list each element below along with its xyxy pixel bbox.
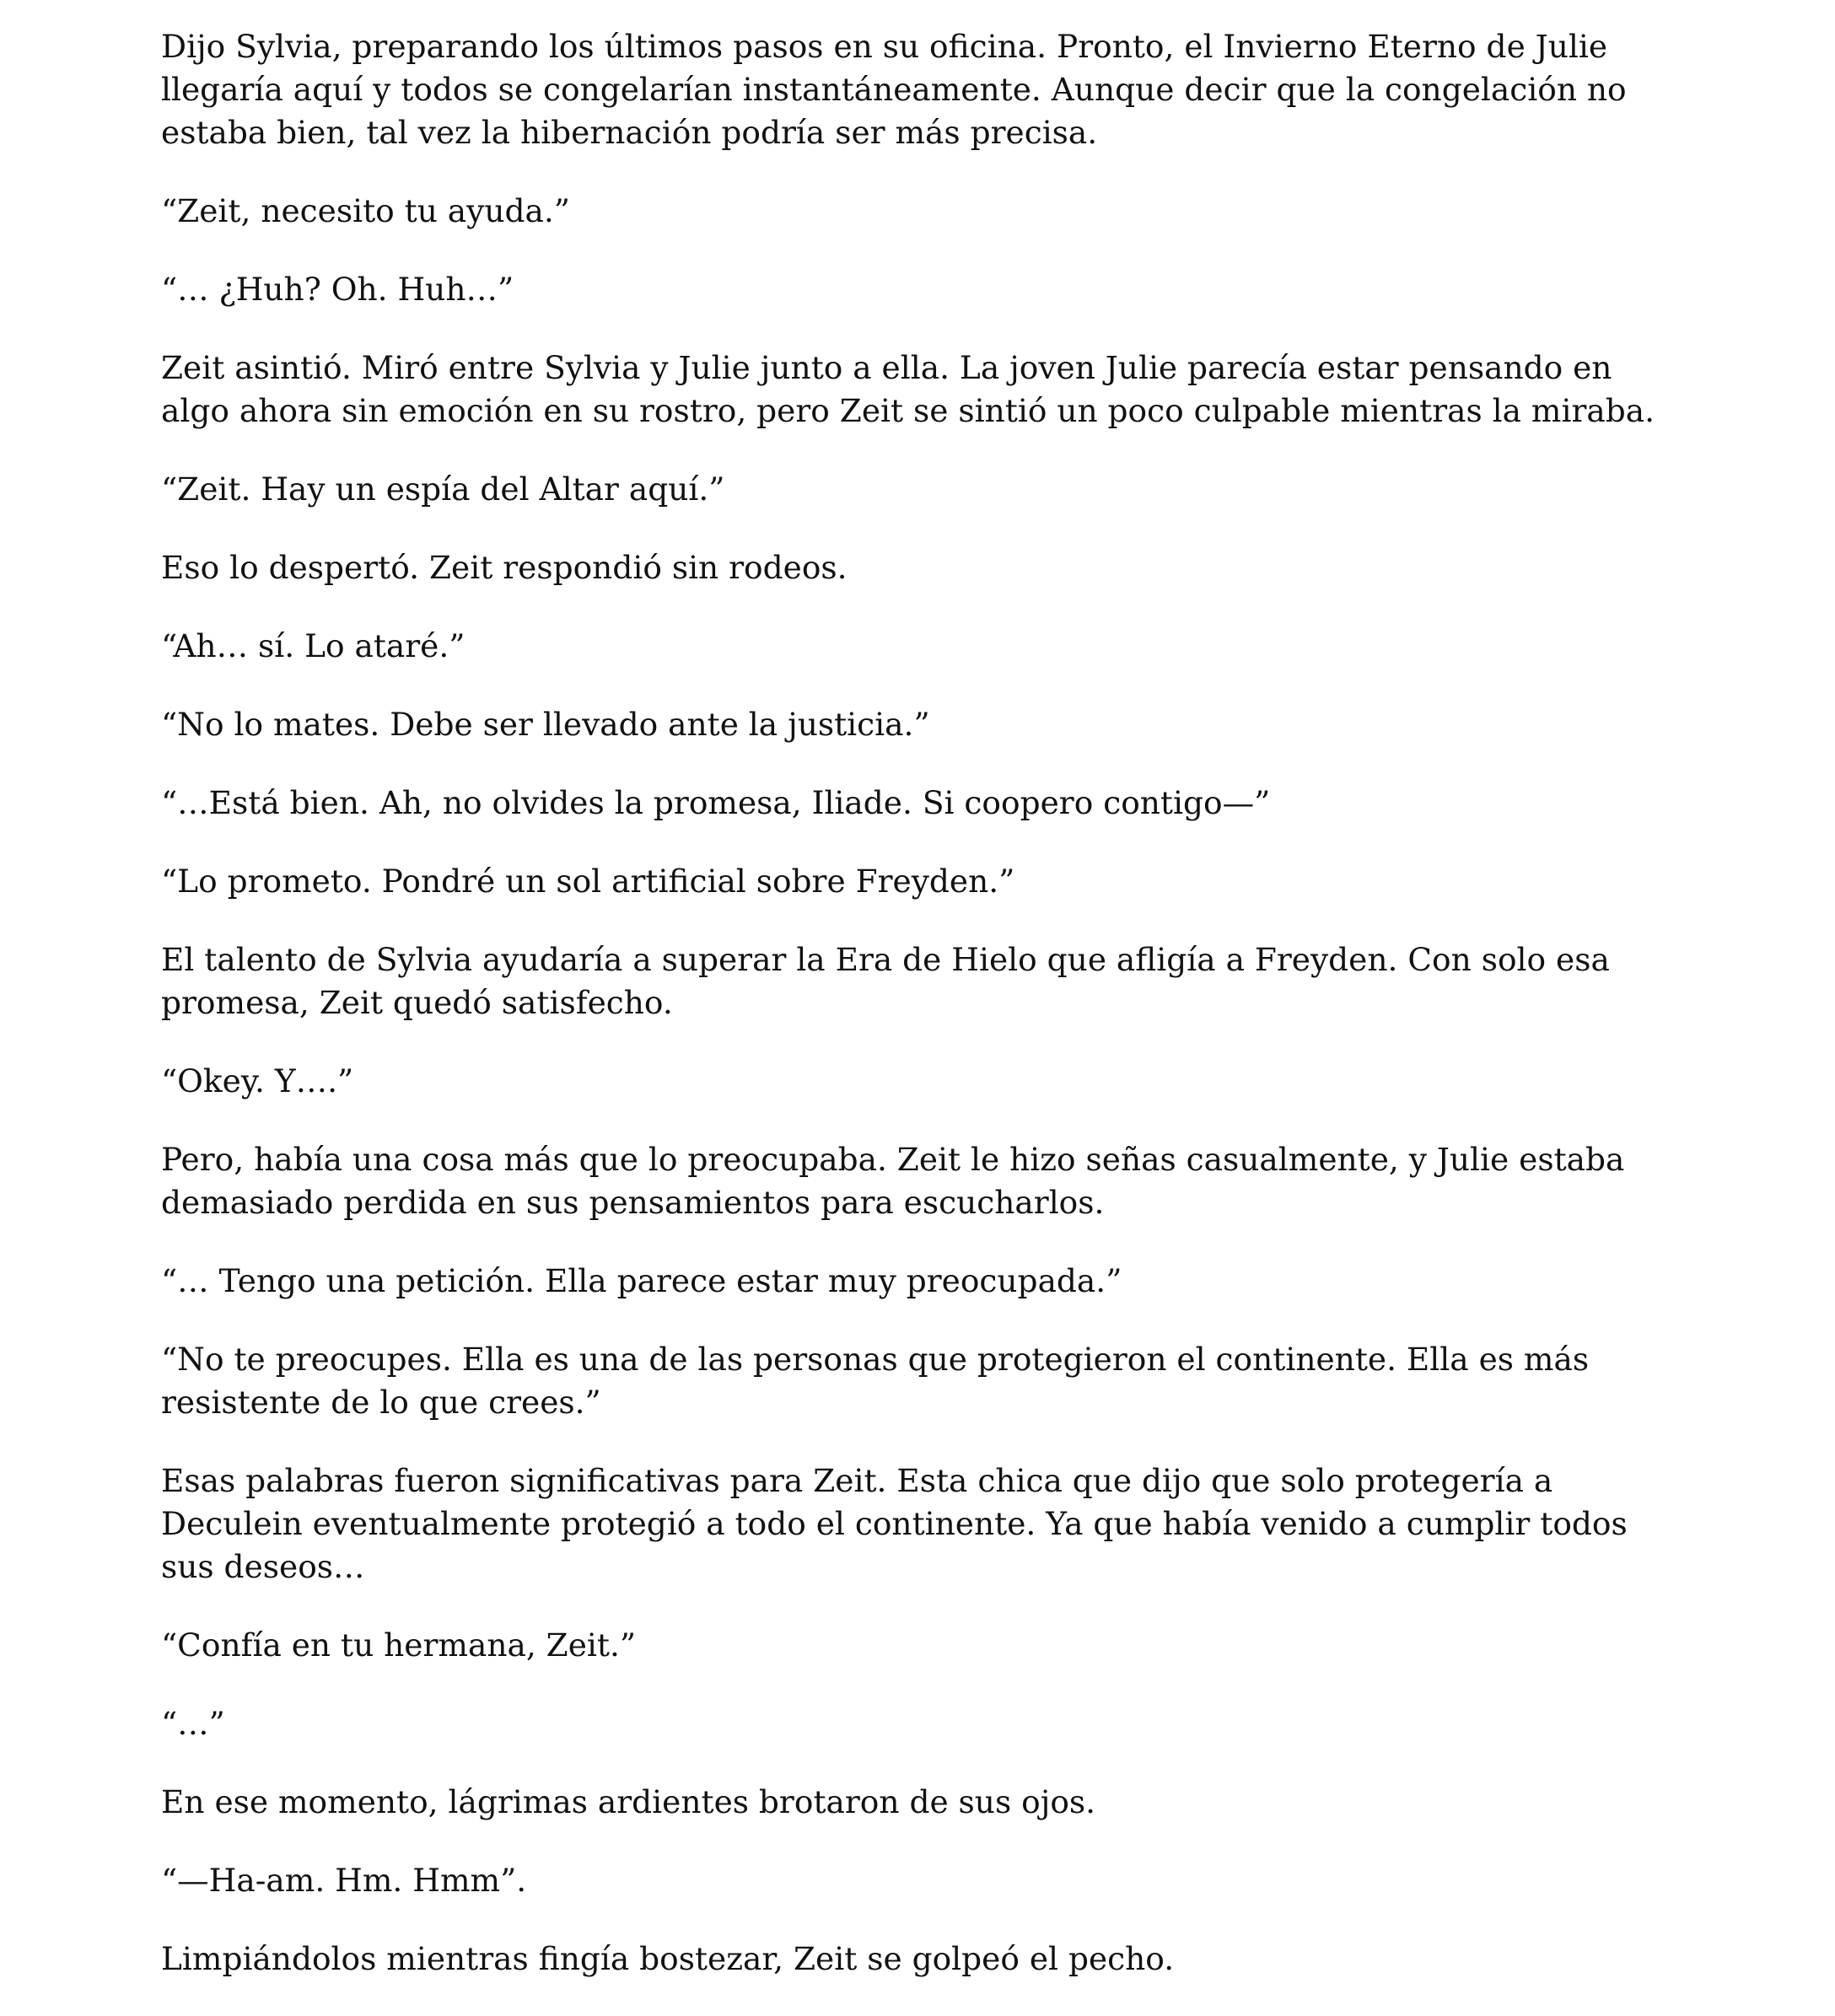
paragraph-21: Limpiándolos mientras fingía bostezar, Zeit se golpeó el pecho.: [161, 1940, 1175, 1977]
paragraph-10: “Lo prometo. Pondré un sol artificial sobre Freyden.”: [161, 863, 1015, 900]
document-page: [161, 25, 1679, 2016]
paragraph-14: “… Tengo una petición. Ella parece estar muy preocupada.”: [161, 1262, 1122, 1299]
paragraph-12: “Okey. Y….”: [161, 1062, 354, 1099]
paragraph-2: “Zeit, necesito tu ayuda.”: [161, 192, 570, 229]
paragraph-16: Esas palabras fueron significativas para Zeit. Esta chica que dijo que solo protegería a Deculein eventualmente protegió a todo el continente. Ya que había venido a cumplir todos sus deseos…: [161, 1462, 1628, 1585]
paragraph-17: “Confía en tu hermana, Zeit.”: [161, 1626, 637, 1664]
paragraph-6: Eso lo despertó. Zeit respondió sin rodeos.: [161, 549, 848, 586]
paragraph-5: “Zeit. Hay un espía del Altar aquí.”: [161, 470, 725, 508]
paragraph-7: “Ah… sí. Lo ataré.”: [161, 627, 465, 664]
paragraph-8: “No lo mates. Debe ser llevado ante la justicia.”: [161, 706, 930, 743]
paragraph-13: Pero, había una cosa más que lo preocupaba. Zeit le hizo señas casualmente, y Julie estaba demasiado perdida en sus pensamientos para escucharlos.: [161, 1141, 1625, 1221]
paragraph-20: “—Ha-am. Hm. Hmm”.: [161, 1862, 527, 1899]
paragraph-18: “…”: [161, 1705, 225, 1742]
paragraph-4: Zeit asintió. Miró entre Sylvia y Julie junto a ella. La joven Julie parecía estar pensando en algo ahora sin emoción en su rostro, pero Zeit se sintió un poco culpable mientras la miraba.: [161, 349, 1655, 429]
paragraph-3: “… ¿Huh? Oh. Huh…”: [161, 271, 514, 308]
paragraph-19: En ese momento, lágrimas ardientes brotaron de sus ojos.: [161, 1783, 1096, 1820]
paragraph-11: El talento de Sylvia ayudaría a superar la Era de Hielo que afligía a Freyden. Con solo esa promesa, Zeit quedó satisfecho.: [161, 941, 1610, 1021]
paragraph-15: “No te preocupes. Ella es una de las personas que protegieron el continente. Ella es más resistente de lo que crees.”: [161, 1341, 1590, 1421]
paragraph-9: “…Está bien. Ah, no olvides la promesa, Iliade. Si coopero contigo—”: [161, 784, 1271, 821]
paragraph-1: Dijo Sylvia, preparando los últimos pasos en su oficina. Pronto, el Invierno Eterno de Julie llegaría aquí y todos se congelarían instantáneamente. Aunque decir que la congelación no estaba bien, tal vez la hibernación podría ser más precisa.: [161, 28, 1627, 151]
